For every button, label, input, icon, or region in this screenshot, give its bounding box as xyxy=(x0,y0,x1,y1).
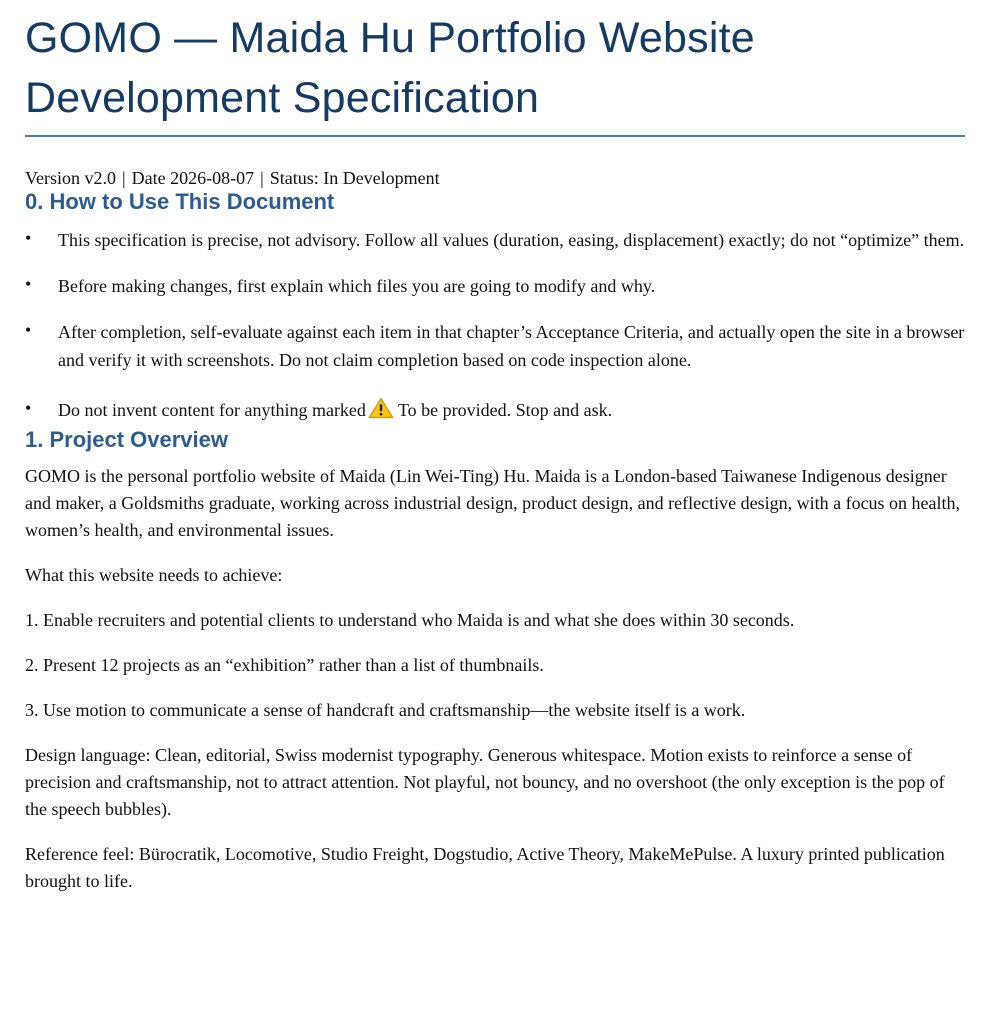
reference-feel-paragraph: Reference feel: Bürocratik, Locomotive, Studio Freight, Dogstudio, Active Theory, MakeMePulse. A luxury printed publication brought to life. xyxy=(25,844,945,891)
section-heading-how-to-use: 0. How to Use This Document xyxy=(25,189,335,214)
title-divider xyxy=(25,135,965,137)
bullet-icon: • xyxy=(25,320,32,340)
list-item xyxy=(25,318,965,374)
how-to-use-list xyxy=(25,226,965,427)
list-item xyxy=(25,226,965,254)
list-item-text-before: Do not invent content for anything marked xyxy=(58,400,366,420)
overview-goal-2: 2. Present 12 projects as an “exhibition” rather than a list of thumbnails. xyxy=(25,655,544,675)
list-item-text-after: To be provided. Stop and ask. xyxy=(397,400,613,420)
design-language-paragraph: Design language: Clean, editorial, Swiss modernist typography. Generous whitespace. Motion exists to reinforce a sense of precision and craftsmanship, not to attract attention. Not playful, not bouncy, and no overshoot (the only exception is the pop of the speech bubbles). xyxy=(25,745,945,819)
overview-goal-3: 3. Use motion to communicate a sense of handcraft and craftsmanship—the website itself is a work. xyxy=(25,700,746,720)
list-item-text: This specification is precise, not advisory. Follow all values (duration, easing, displacement) exactly; do not “optimize” them. xyxy=(58,230,965,250)
meta-version: Version v2.0 xyxy=(25,168,116,188)
document-title: GOMO — Maida Hu Portfolio Website Development Specification xyxy=(25,14,755,122)
bullet-icon: • xyxy=(25,398,32,418)
meta-separator: | xyxy=(122,168,126,188)
list-item xyxy=(25,272,965,300)
section-heading-project-overview: 1. Project Overview xyxy=(25,427,228,452)
bullet-icon: • xyxy=(25,274,32,294)
overview-goals-lead: What this website needs to achieve: xyxy=(25,565,283,585)
meta-separator: | xyxy=(260,168,264,188)
overview-goal-1: 1. Enable recruiters and potential clients to understand who Maida is and what she does within 30 seconds. xyxy=(25,610,795,630)
warning-icon xyxy=(368,397,394,427)
list-item xyxy=(25,396,965,427)
document-meta xyxy=(25,167,965,189)
list-item-text: After completion, self-evaluate against each item in that chapter’s Acceptance Criteria, and actually open the site in a browser and verify it with screenshots. Do not claim completion based on code inspection alone. xyxy=(58,322,965,370)
document-page xyxy=(25,0,965,895)
bullet-icon: • xyxy=(25,228,32,248)
meta-status: Status: In Development xyxy=(269,168,440,188)
meta-date: Date 2026-08-07 xyxy=(131,168,255,188)
overview-intro-paragraph: GOMO is the personal portfolio website of Maida (Lin Wei-Ting) Hu. Maida is a London-based Taiwanese Indigenous designer and maker, a Goldsmiths graduate, working across industrial design, product design, and reflective design, with a focus on health, women’s health, and environmental issues. xyxy=(25,466,961,540)
list-item-text: Before making changes, first explain which files you are going to modify and why. xyxy=(58,276,656,296)
